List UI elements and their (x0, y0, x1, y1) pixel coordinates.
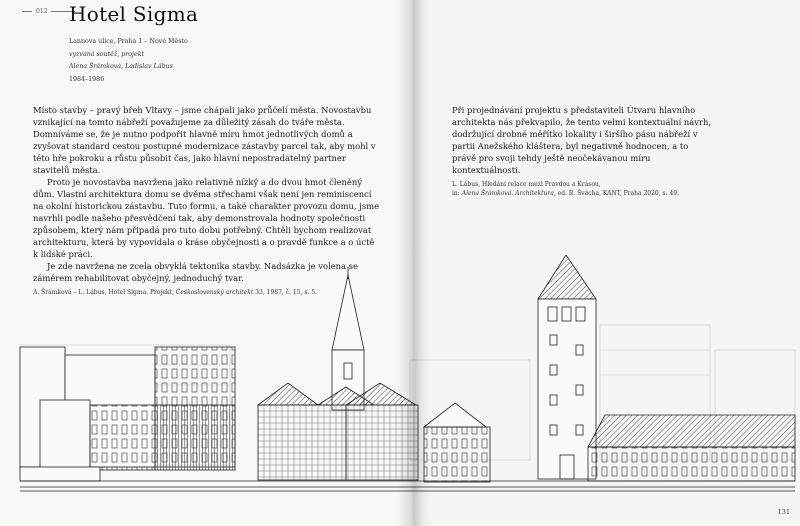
citation-prefix: in: (452, 190, 460, 197)
paragraph: Je zde navržena ne zcela obvyklá tektonika stavby. Nadsázka je volena se záměrem rehabilitovat obyčejný, jednoduchý tvar. (33, 261, 358, 283)
folio (22, 8, 75, 15)
citation (452, 180, 714, 198)
meta-authors: Alena Šrámková, Ladislav Lábus (69, 63, 173, 70)
meta-status: vyzvaná soutěž, projekt (69, 50, 145, 58)
paragraph: Při projednávání projektu s představiteli Útvaru hlavního architekta nás překvapilo, že tento velmi kontextuální návrh, dodržující drobné měřítko lokality i širšího pásu nábřeží v partii Anežského kláštera, byl negativně hodnocen, a to právě pro svoji tehdy ještě neočekávanou míru kontextuálnosti. (452, 105, 712, 175)
citation-book: Alena Šrámková. Architektura, (461, 190, 556, 197)
tower (538, 255, 596, 479)
long-building (588, 415, 795, 481)
folio-rule (22, 11, 32, 12)
gabled-house (424, 403, 490, 482)
right-text-column (452, 104, 714, 198)
citation-line: L. Lábus, Hledání relace mezi Pravdou a Krásou, (452, 181, 601, 188)
project-meta (69, 36, 188, 86)
book-gutter (396, 0, 430, 526)
meta-address: Lannova ulice, Praha 1 – Nové Město (69, 38, 188, 45)
left-houses (20, 347, 235, 481)
hotel-sigma-elevation (258, 383, 418, 480)
page-title: Hotel Sigma (69, 2, 199, 26)
citation-tail: ed. R. Švácha, KANT, Praha 2020, s. 49. (557, 190, 679, 197)
citation-line (452, 189, 714, 198)
citation-text: A. Šrámková – L. Lábus, Hotel Sigma. Projekt, (33, 289, 174, 296)
page-number: 131 (777, 508, 790, 516)
folio-number: 012 (36, 8, 48, 15)
citation-tail: 33, 1987, č. 15, s. 5. (255, 289, 317, 296)
paragraph: Místo stavby – pravý břeh Vltavy – jsme chápali jako průčelí města. Novostavbu vznikající na tomto nábřeží považujeme za důležitý zásah do tváře města. Domníváme se, že je nutno podpořit hlavně míru hmot jednotlivých domů a zvyšovat standard cestou postupné modernizace zástavby parcel tak, aby mohl v této hře pokroku a růstu působit čas, jako hlavní nepostradatelný partner stavitelů města. (33, 105, 376, 175)
citation-journal: Československý architekt (175, 289, 254, 296)
meta-years: 1984–1986 (69, 75, 105, 83)
paragraph: Proto je novostavba navržena jako relativně nízký a do dvou hmot členěný dům. Vlastní architektura domu se dvěma střechami však není jen reminiscencí na okolní historickou zástavbu. Tuto formu, a také charakter provozu domu, jsme navrhli podle našeho přesvědčení tak, aby demonstrovala hodnoty společnosti způsobem, který nám připadá pro tuto dobu potřebný. Chtěli bychom realizovat architekturu, která by vypovídala o kráse obyčejnosti a o pravdě funkce a o úctě k lidské práci. (33, 177, 380, 259)
